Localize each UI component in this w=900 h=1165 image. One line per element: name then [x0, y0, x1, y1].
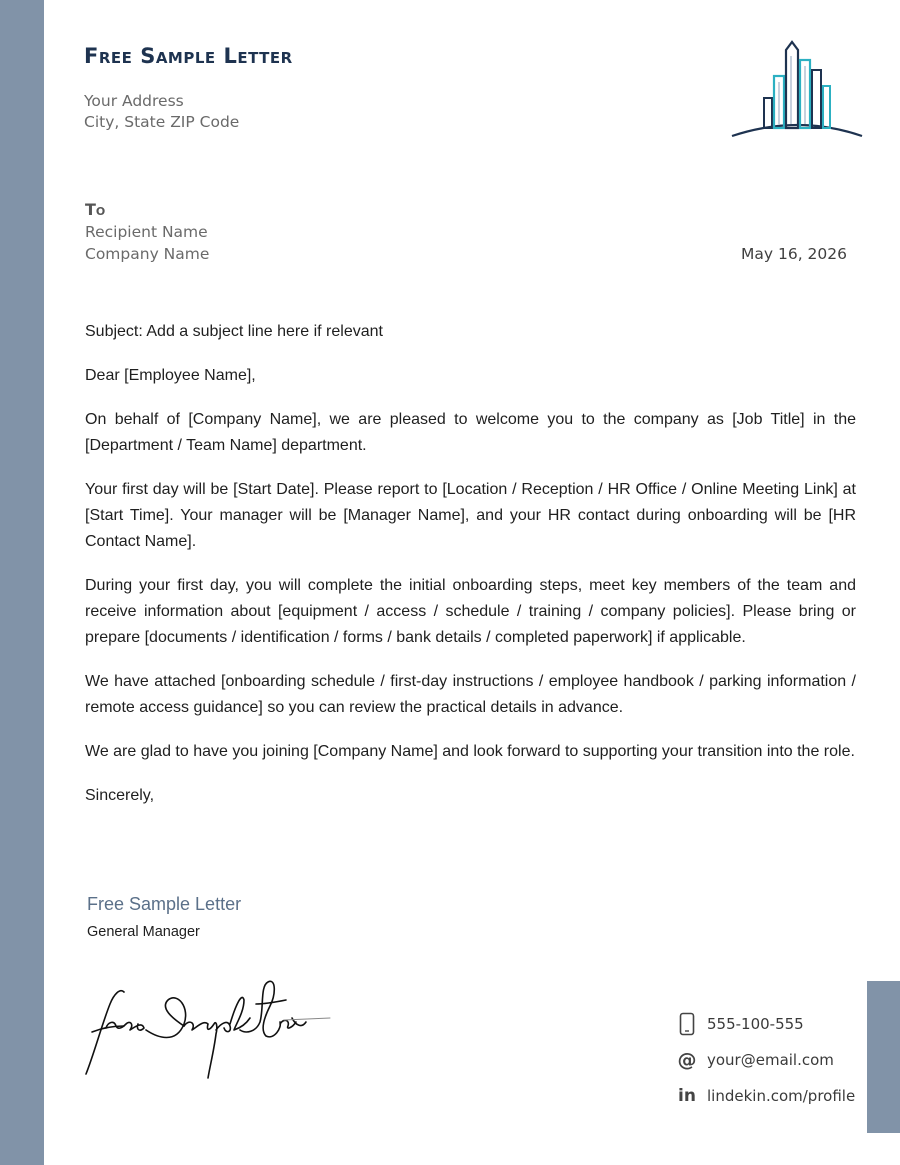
paragraph: During your first day, you will complete the initial onboarding steps, meet key members of the team and receive information about [equipment / access / schedule / training / company policies]. Please bring or prepare [documents / identification / forms / bank details / completed paperwork] if applicable. [85, 577, 856, 646]
paragraph: On behalf of [Company Name], we are pleased to welcome you to the company as [Job Title] in the [Department / Team Name] department. [85, 411, 856, 454]
recipient-name: Recipient Name [85, 223, 208, 241]
letter-body [85, 319, 856, 827]
building-logo-icon [728, 36, 866, 142]
subject-line: Subject: Add a subject line here if relevant [85, 323, 383, 340]
sender-address-line2: City, State ZIP Code [84, 113, 240, 131]
signatory-title: General Manager [87, 924, 200, 940]
sender-address-line1: Your Address [84, 92, 184, 110]
at-icon: @ [677, 1049, 697, 1071]
contact-block [676, 1006, 855, 1114]
handwritten-signature [80, 974, 335, 1082]
contact-phone: 555-100-555 [707, 1015, 804, 1033]
linkedin-icon: in [678, 1086, 696, 1106]
contact-email[interactable]: your@email.com [707, 1051, 834, 1069]
paragraph: We have attached [onboarding schedule / first-day instructions / employee handbook / parking information / remote access guidance] so you can review the practical details in advance. [85, 673, 856, 716]
paragraph: Your first day will be [Start Date]. Please report to [Location / Reception / HR Office / Online Meeting Link] at [Start Time]. Your manager will be [Manager Name], and your HR contact during onboarding will be [HR Contact Name]. [85, 481, 856, 550]
contact-phone-row [676, 1006, 855, 1042]
contact-linkedin-row [676, 1078, 855, 1114]
sender-address [84, 91, 239, 133]
left-accent-bar [0, 0, 44, 1165]
recipient-block [85, 199, 209, 265]
letter-date: May 16, 2026 [741, 245, 847, 263]
paragraph: We are glad to have you joining [Company Name] and look forward to supporting your transition into the role. [85, 743, 855, 760]
phone-icon [676, 1012, 698, 1036]
to-label: To [85, 200, 106, 219]
contact-email-row [676, 1042, 855, 1078]
letter-title: Free Sample Letter [84, 44, 293, 68]
recipient-company: Company Name [85, 245, 210, 263]
right-accent-tab [867, 981, 900, 1133]
signatory-name: Free Sample Letter [87, 894, 242, 914]
salutation: Dear [Employee Name], [85, 367, 256, 384]
contact-linkedin[interactable]: lindekin.com/profile [707, 1087, 856, 1105]
closing: Sincerely, [85, 787, 155, 804]
